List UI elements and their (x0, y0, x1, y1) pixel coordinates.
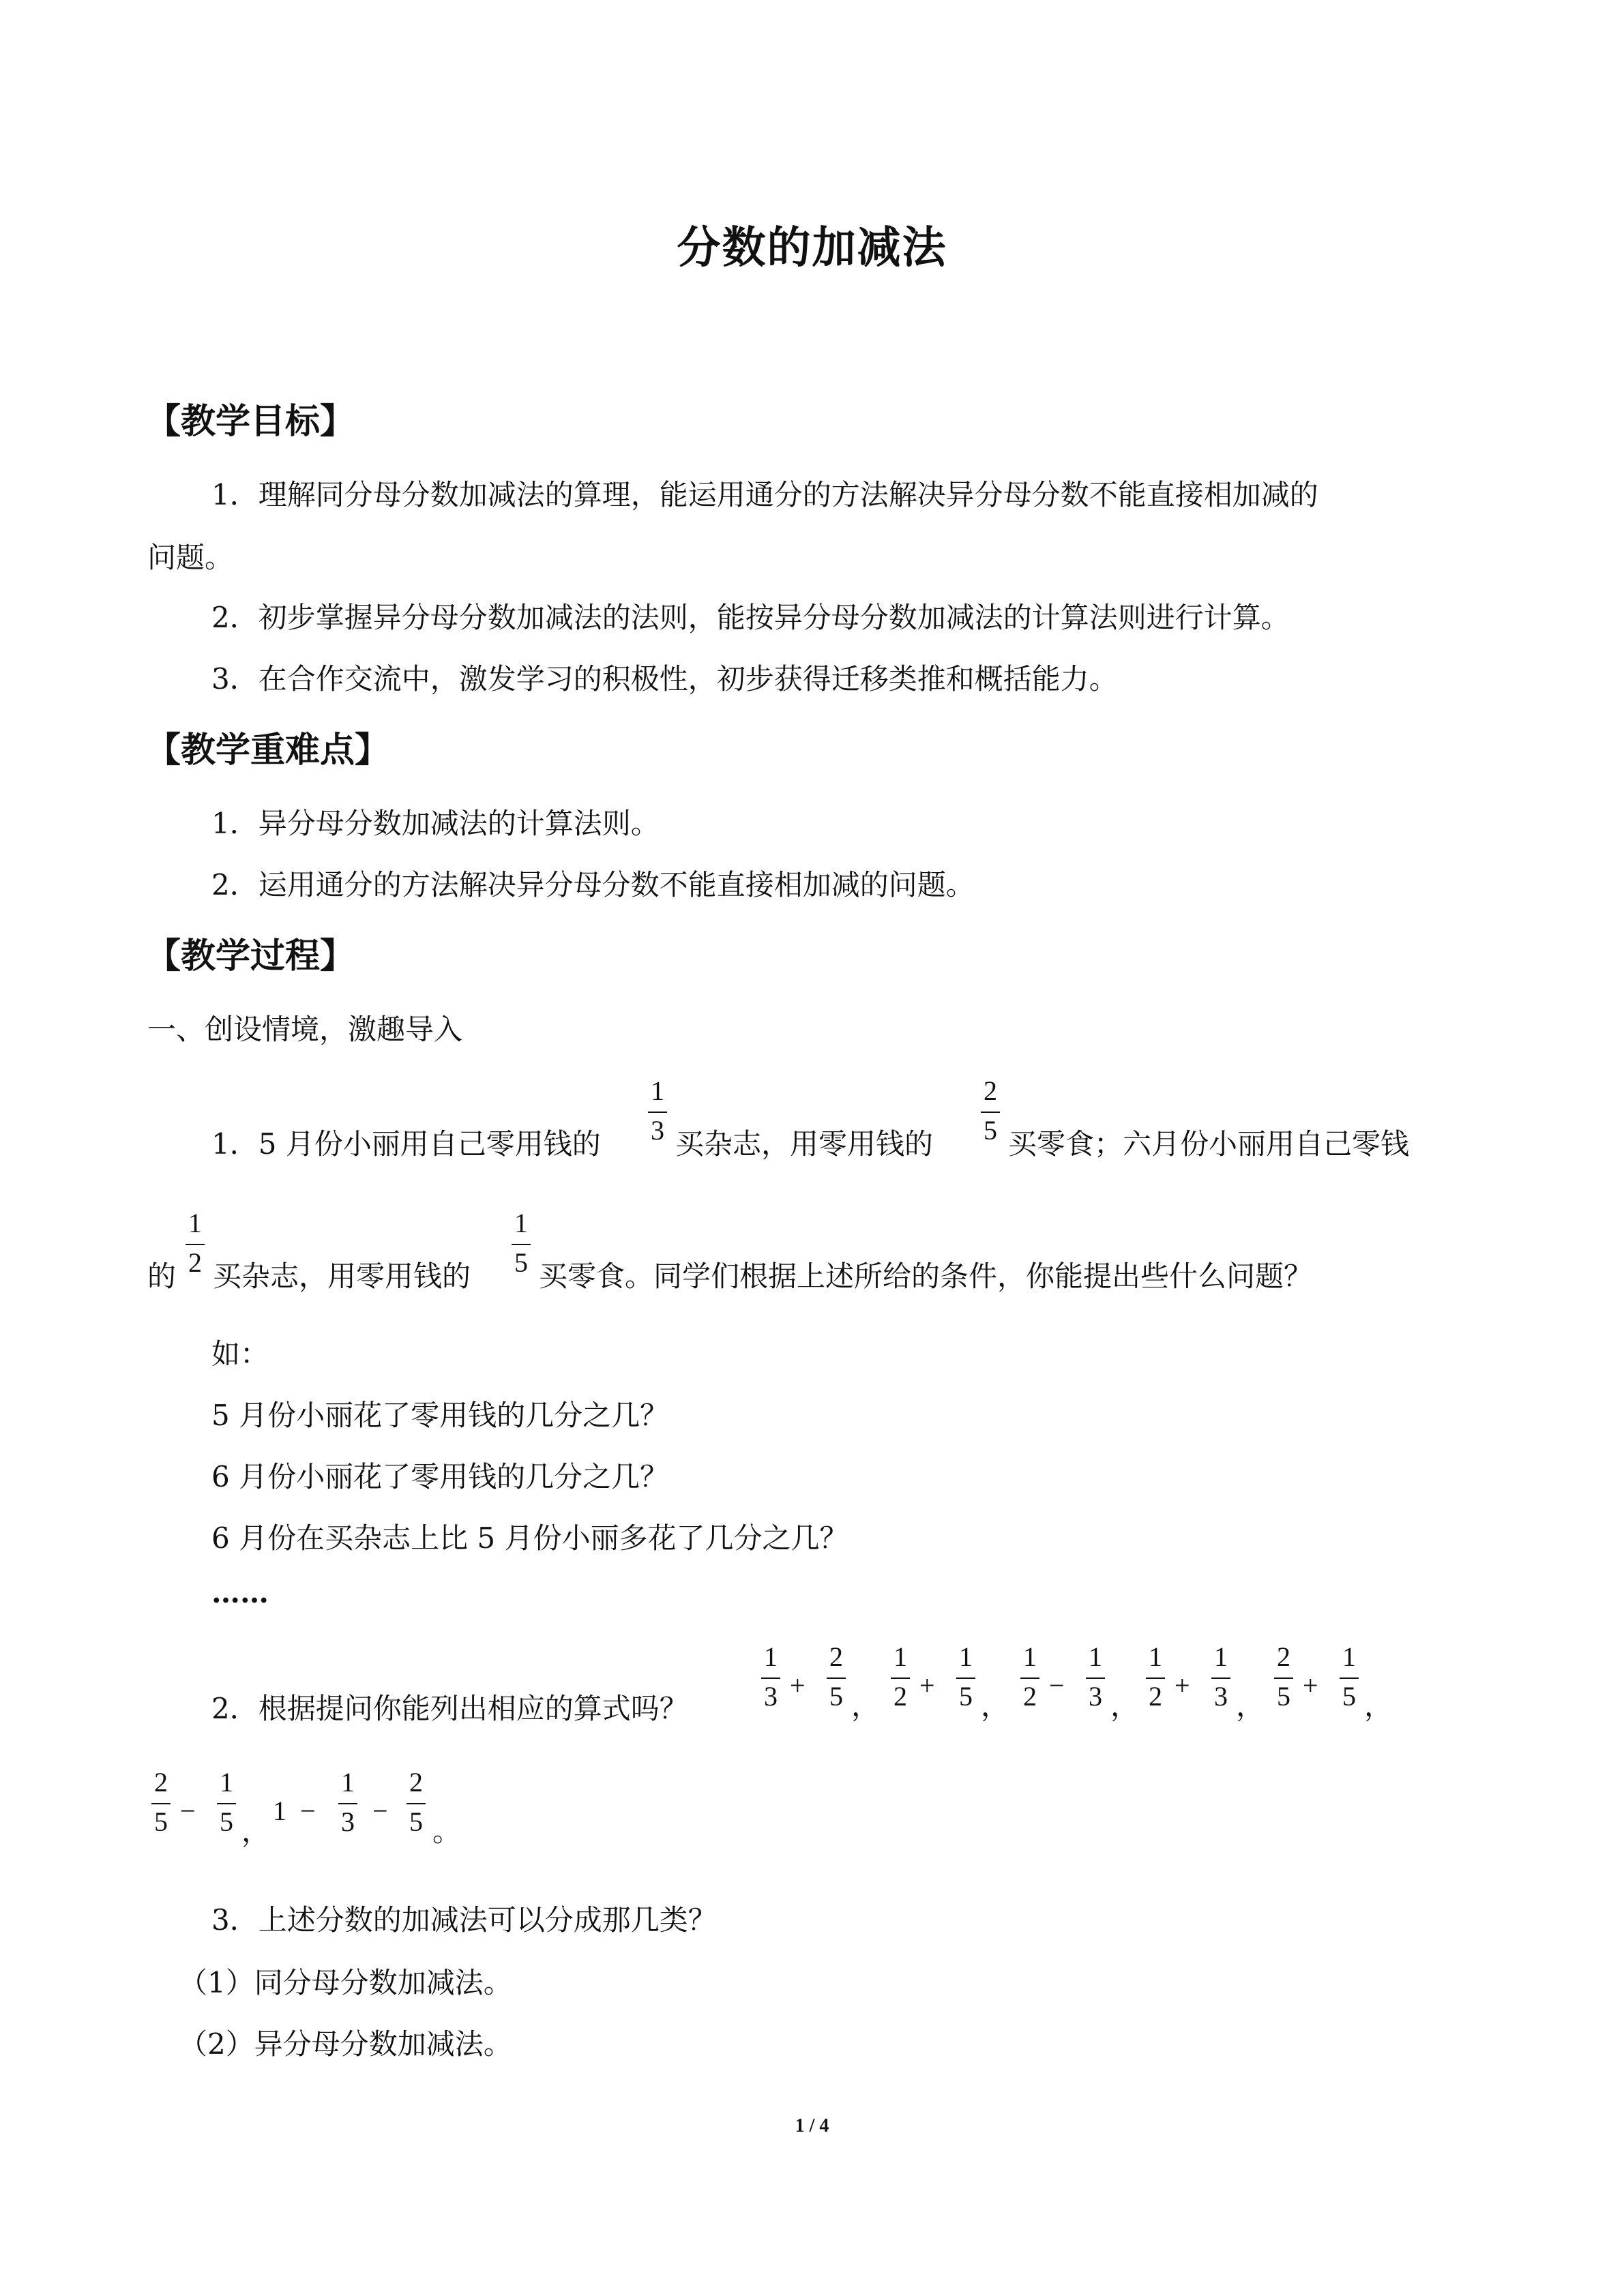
fraction-bar (761, 1678, 780, 1679)
q1-line1-part-a: 1．5 月份小丽用自己零用钱的 (211, 1127, 601, 1161)
numerator: 2 (984, 1075, 997, 1106)
denominator: 5 (154, 1806, 168, 1837)
denominator: 5 (409, 1806, 423, 1837)
q3-text: 3．上述分数的加减法可以分成那几类？ (211, 1903, 717, 1937)
heading-key-points: 【教学重难点】 (146, 730, 390, 771)
numerator: 2 (409, 1767, 423, 1798)
example-question-2: 6 月份小丽花了零用钱的几分之几？ (211, 1460, 669, 1493)
numerator: 1 (514, 1208, 528, 1238)
numerator: 1 (341, 1767, 355, 1798)
category-2: （2）异分母分数加减法。 (179, 2027, 512, 2061)
fraction-bar (151, 1803, 171, 1804)
minus-sign: − (300, 1795, 316, 1826)
comma: ， (981, 1689, 1010, 1723)
q1-line2-part-d: 的 (147, 1259, 177, 1293)
fraction-bar (186, 1244, 205, 1245)
document-title: 分数的加减法 (677, 222, 947, 273)
example-question-1: 5 月份小丽花了零用钱的几分之几？ (211, 1399, 669, 1432)
example-question-3: 6 月份在买杂志上比 5 月份小丽多花了几分之几？ (211, 1521, 848, 1555)
denominator: 3 (1214, 1681, 1228, 1712)
heading-teaching-process: 【教学过程】 (146, 936, 355, 976)
fraction-bar (891, 1678, 910, 1679)
numerator: 1 (220, 1767, 233, 1798)
plus-sign: + (1175, 1670, 1190, 1701)
fraction-bar (217, 1803, 236, 1804)
numerator: 1 (1214, 1641, 1228, 1672)
denominator: 5 (959, 1681, 973, 1712)
numerator: 1 (1089, 1641, 1102, 1672)
numerator: 1 (959, 1641, 973, 1672)
plus-sign: + (790, 1670, 806, 1701)
denominator: 5 (514, 1247, 528, 1278)
denominator: 5 (1277, 1681, 1290, 1712)
fraction-bar (1086, 1678, 1105, 1679)
fraction-bar (981, 1112, 1000, 1113)
fraction-bar (1274, 1678, 1293, 1679)
q1-line1-part-b: 买杂志，用零用钱的 (675, 1127, 934, 1161)
denominator: 5 (1342, 1681, 1356, 1712)
goal-1-continued: 问题。 (147, 541, 234, 574)
key-point-2: 2．运用通分的方法解决异分母分数不能直接相加减的问题。 (211, 868, 975, 901)
denominator: 3 (651, 1115, 664, 1146)
minus-sign: − (180, 1795, 196, 1826)
denominator: 2 (1023, 1681, 1037, 1712)
category-1: （1）同分母分数加减法。 (179, 1966, 512, 1999)
denominator: 5 (829, 1681, 843, 1712)
comma: ， (1236, 1689, 1265, 1723)
numerator: 1 (894, 1641, 907, 1672)
period: 。 (432, 1815, 462, 1848)
fraction-bar (338, 1803, 357, 1804)
plus-sign: + (1303, 1670, 1318, 1701)
fraction-bar (1340, 1678, 1359, 1679)
q1-line2-part-e: 买杂志，用零用钱的 (213, 1259, 471, 1293)
fraction-bar (1020, 1678, 1039, 1679)
numerator: 1 (188, 1208, 202, 1238)
denominator: 2 (1149, 1681, 1162, 1712)
fraction-bar (1146, 1678, 1165, 1679)
numerator: 2 (154, 1767, 168, 1798)
heading-teaching-goals: 【教学目标】 (146, 402, 355, 442)
denominator: 3 (1089, 1681, 1102, 1712)
minus-sign: − (372, 1795, 388, 1826)
q2-text: 2．根据提问你能列出相应的算式吗？ (211, 1692, 688, 1725)
process-section-1: 一、创设情境，激趣导入 (147, 1013, 463, 1046)
fraction-bar (512, 1244, 531, 1245)
fraction-bar (648, 1112, 667, 1113)
denominator: 2 (188, 1247, 202, 1278)
numerator: 1 (651, 1075, 664, 1106)
q1-line1-part-c: 买零食；六月份小丽用自己零钱 (1008, 1127, 1410, 1161)
fraction-bar (956, 1678, 975, 1679)
fraction-bar (827, 1678, 846, 1679)
page-number: 1 / 4 (795, 2115, 829, 2136)
numerator: 1 (1149, 1641, 1162, 1672)
denominator: 2 (894, 1681, 907, 1712)
goal-3: 3．在合作交流中，激发学习的积极性，初步获得迁移类推和概括能力。 (211, 662, 1118, 696)
denominator: 5 (220, 1806, 233, 1837)
goal-2: 2．初步掌握异分母分数加减法的法则，能按异分母分数加减法的计算法则进行计算。 (211, 601, 1290, 634)
number-one: 1 (273, 1795, 286, 1826)
goal-1: 1．理解同分母分数加减法的算理，能运用通分的方法解决异分母分数不能直接相加减的 (211, 478, 1318, 511)
comma: ， (241, 1815, 271, 1848)
denominator: 3 (764, 1681, 778, 1712)
denominator: 5 (984, 1115, 997, 1146)
comma: ， (1110, 1689, 1140, 1723)
example-ellipsis: …… (211, 1576, 269, 1609)
numerator: 2 (829, 1641, 843, 1672)
numerator: 2 (1277, 1641, 1290, 1672)
q1-line2-part-f: 买零食。同学们根据上述所给的条件，你能提出些什么问题？ (539, 1259, 1313, 1293)
key-point-1: 1．异分母分数加减法的计算法则。 (211, 807, 660, 840)
plus-sign: + (919, 1670, 935, 1701)
numerator: 1 (1023, 1641, 1037, 1672)
numerator: 1 (764, 1641, 778, 1672)
comma: ， (1364, 1689, 1393, 1723)
comma: ， (851, 1689, 881, 1723)
fraction-bar (407, 1803, 426, 1804)
minus-sign: − (1049, 1670, 1065, 1701)
numerator: 1 (1342, 1641, 1356, 1672)
fraction-bar (1211, 1678, 1230, 1679)
examples-lead: 如： (211, 1337, 269, 1371)
denominator: 3 (341, 1806, 355, 1837)
